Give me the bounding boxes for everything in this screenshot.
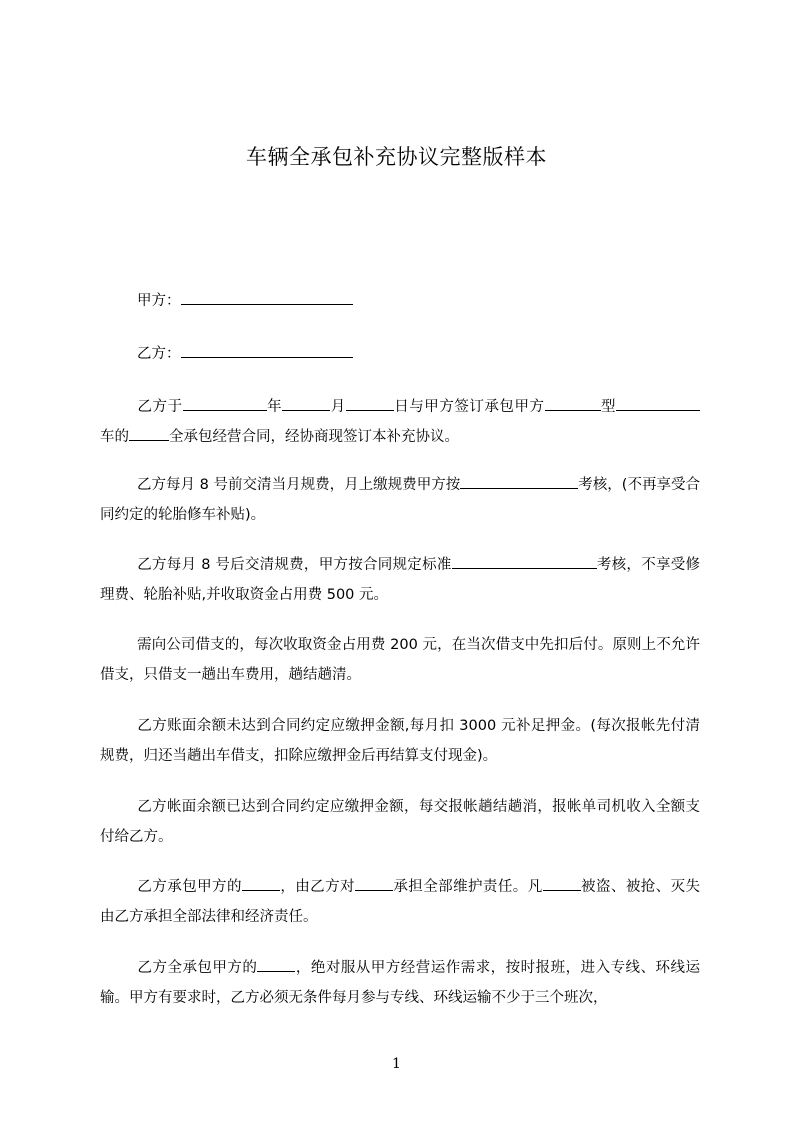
clause-intro-text-3: 月 — [330, 399, 346, 415]
vehicle-count-blank-a[interactable] — [616, 395, 676, 411]
clause-advance — [100, 630, 700, 690]
page-number: 1 — [392, 1056, 401, 1072]
clause-maintenance-text-3: 承担全部维护责任。凡 — [392, 879, 543, 895]
vehicle-model-blank[interactable] — [545, 395, 601, 411]
clause-late-payment-text-2: 考核，不享受修理费、轮胎补贴,并收取资金占用费 500 元。 — [100, 557, 701, 603]
sign-year-blank[interactable] — [183, 395, 267, 411]
vehicle-plate-blank[interactable] — [129, 425, 169, 441]
clause-intro-text-5: 型 — [600, 399, 617, 415]
clause-operation-text-1: 乙方全承包甲方的 — [137, 960, 258, 976]
assessment-standard-blank[interactable] — [460, 473, 578, 489]
clause-maintenance-text-1: 乙方承包甲方的 — [137, 879, 242, 895]
clause-deposit-met-text: 乙方帐面余额已达到合同约定应缴押金额，每交报帐趟结趟消，报帐单司机收入全额支付给乙方。 — [100, 799, 700, 845]
party-b-line — [137, 339, 353, 369]
clause-maintenance-text-2: ，由乙方对 — [279, 879, 355, 895]
clause-early-payment-text-2: 考核，(不再享受合同约定的轮胎修车补贴)。 — [100, 477, 700, 523]
party-a-label: 甲方： — [137, 293, 181, 309]
vehicle-blank-4[interactable] — [257, 956, 295, 972]
vehicle-count-blank-b[interactable] — [676, 395, 700, 411]
clause-maintenance-text-4: 被盗、被抢、灭失由乙方承担全部法律和经济责任。 — [100, 879, 701, 925]
document-title: 车辆全承包补充协议完整版样本 — [246, 145, 547, 169]
sign-month-blank[interactable] — [282, 395, 330, 411]
clause-late-payment-text-1: 乙方每月 8 号后交清规费，甲方按合同规定标准 — [137, 557, 452, 573]
clause-early-payment-text-1: 乙方每月 8 号前交清当月规费，月上缴规费甲方按 — [137, 477, 461, 493]
clause-late-payment — [100, 550, 700, 610]
clause-deposit-met — [100, 792, 700, 852]
contract-standard-blank[interactable] — [452, 553, 597, 569]
sign-day-blank[interactable] — [346, 395, 394, 411]
clause-intro-text-6: 车的 — [100, 429, 129, 445]
clause-intro-text-7: 全承包经营合同，经协商现签订本补充协议。 — [169, 429, 459, 445]
clause-operation-text-2: ，绝对服从甲方经营运作需求，按时报班，进入专线、环线运输。甲方有要求时，乙方必须无条件每月参与专线、环线运输不少于三个班次， — [100, 960, 700, 1006]
vehicle-blank-3[interactable] — [543, 875, 581, 891]
clause-intro-text-4: 日与甲方签订承包甲方 — [393, 399, 545, 415]
clause-maintenance — [100, 872, 700, 932]
party-b-blank[interactable] — [181, 342, 353, 358]
party-a-line — [137, 286, 353, 316]
clause-operation — [100, 953, 700, 1013]
clause-advance-text: 需向公司借支的，每次收取资金占用费 200 元，在当次借支中先扣后付。原则上不允许借支，只借支一趟出车费用，趟结趟清。 — [100, 637, 700, 683]
clause-early-payment — [100, 470, 700, 530]
clause-intro-text-2: 年 — [266, 399, 283, 415]
clause-intro-text-1: 乙方于 — [137, 399, 183, 415]
clause-deposit-shortfall — [100, 711, 700, 771]
vehicle-blank-1[interactable] — [242, 875, 280, 891]
party-a-blank[interactable] — [181, 289, 353, 305]
party-b-label: 乙方： — [137, 346, 181, 362]
vehicle-blank-2[interactable] — [355, 875, 393, 891]
clause-deposit-shortfall-text: 乙方账面余额未达到合同约定应缴押金额,每月扣 3000 元补足押金。(每次报帐先付清规费，归还当趟出车借支，扣除应缴押金后再结算支付现金)。 — [100, 718, 700, 764]
clause-intro — [100, 392, 700, 452]
